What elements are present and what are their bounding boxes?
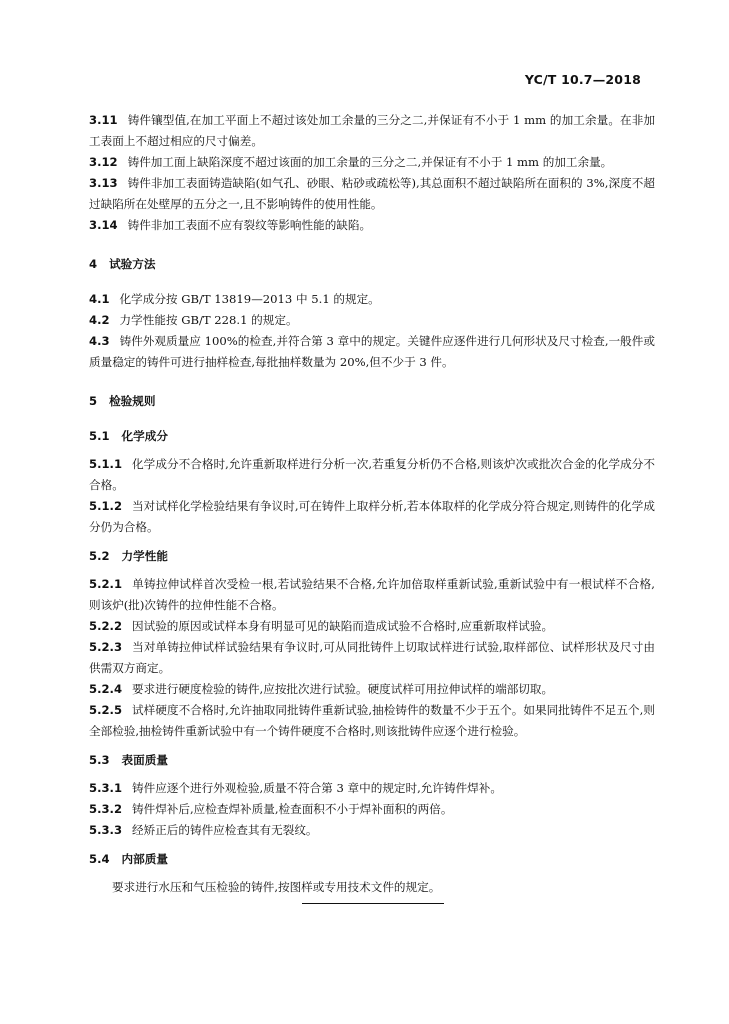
document-body — [89, 110, 655, 898]
section-title: 试验方法 — [109, 257, 156, 271]
clause-5-3-2 — [89, 799, 655, 820]
subsection-5-4-heading — [89, 849, 655, 870]
clause-4-2 — [89, 310, 655, 331]
subsection-number: 5.1 — [89, 429, 110, 443]
clause-text: 当对单铸拉伸试样试验结果有争议时,可从同批铸件上切取试样进行试验,取样部位、试样形状及尺寸由供需双方商定。 — [89, 640, 655, 675]
clause-number: 5.2.1 — [89, 577, 123, 591]
clause-text: 铸件应逐个进行外观检验,质量不符合第 3 章中的规定时,允许铸件焊补。 — [132, 781, 502, 795]
subsection-title: 化学成分 — [121, 429, 168, 443]
clause-number: 5.3.3 — [89, 823, 123, 837]
clause-text: 力学性能按 GB/T 228.1 的规定。 — [119, 313, 298, 327]
clause-number: 4.1 — [89, 292, 110, 306]
clause-number: 3.12 — [89, 155, 118, 169]
clause-number: 5.2.5 — [89, 703, 123, 717]
clause-3-13 — [89, 173, 655, 215]
subsection-title: 内部质量 — [121, 852, 168, 866]
clause-text: 化学成分不合格时,允许重新取样进行分析一次,若重复分析仍不合格,则该炉次或批次合金的化学成分不合格。 — [89, 457, 655, 492]
clause-5-2-1 — [89, 574, 655, 616]
clause-number: 4.3 — [89, 334, 110, 348]
clause-3-14 — [89, 215, 655, 236]
clause-text: 经矫正后的铸件应检查其有无裂纹。 — [132, 823, 318, 837]
clause-text: 铸件加工面上缺陷深度不超过该面的加工余量的三分之二,并保证有不小于 1 mm 的加工余量。 — [127, 155, 613, 169]
clause-text: 铸件非加工表面不应有裂纹等影响性能的缺陷。 — [127, 218, 372, 232]
subsection-title: 表面质量 — [121, 753, 168, 767]
subsection-5-2-heading — [89, 546, 655, 567]
clause-5-4-text: 要求进行水压和气压检验的铸件,按图样或专用技术文件的规定。 — [112, 880, 441, 894]
clause-5-2-3 — [89, 637, 655, 679]
clause-5-1-2 — [89, 496, 655, 538]
clause-5-3-1 — [89, 778, 655, 799]
section-number: 4 — [89, 257, 98, 271]
clause-text: 试样硬度不合格时,允许抽取同批铸件重新试验,抽检铸件的数量不少于五个。如果同批铸件不足五个,则全部检验,抽检铸件重新试验中有一个铸件硬度不合格时,则该批铸件应逐个进行检验。 — [89, 703, 655, 738]
clause-3-11 — [89, 110, 655, 152]
clause-text: 当对试样化学检验结果有争议时,可在铸件上取样分析,若本体取样的化学成分符合规定,则铸件的化学成分仍为合格。 — [89, 499, 655, 534]
clause-text: 化学成分按 GB/T 13819—2013 中 5.1 的规定。 — [119, 292, 380, 306]
clause-text: 铸件外观质量应 100%的检查,并符合第 3 章中的规定。关键件应逐件进行几何形状及尺寸检查,一般件或质量稳定的铸件可进行抽样检查,每批抽样数量为 20%,但不少于 3 件。 — [89, 334, 655, 369]
clause-number: 4.2 — [89, 313, 110, 327]
clause-4-1 — [89, 289, 655, 310]
section-5-heading — [89, 391, 655, 412]
section-title: 检验规则 — [109, 394, 156, 408]
clause-number: 3.13 — [89, 176, 118, 190]
subsection-5-1-heading — [89, 426, 655, 447]
clause-number: 5.2.4 — [89, 682, 123, 696]
clause-text: 铸件镶型值,在加工平面上不超过该处加工余量的三分之二,并保证有不小于 1 mm 的加工余量。在非加工表面上不超过相应的尺寸偏差。 — [89, 113, 655, 148]
clause-5-2-2 — [89, 616, 655, 637]
clause-5-3-3 — [89, 820, 655, 841]
clause-text: 铸件焊补后,应检查焊补质量,检查面积不小于焊补面积的两倍。 — [132, 802, 453, 816]
clause-number: 5.3.2 — [89, 802, 123, 816]
clause-text: 铸件非加工表面铸造缺陷(如气孔、砂眼、粘砂或疏松等),其总面积不超过缺陷所在面积的 3%,深度不超过缺陷所在处壁厚的五分之一,且不影响铸件的使用性能。 — [89, 176, 655, 211]
clause-text: 单铸拉伸试样首次受检一根,若试验结果不合格,允许加倍取样重新试验,重新试验中有一根试样不合格,则该炉(批)次铸件的拉伸性能不合格。 — [89, 577, 655, 612]
subsection-number: 5.4 — [89, 852, 110, 866]
clause-text: 要求进行硬度检验的铸件,应按批次进行试验。硬度试样可用拉伸试样的端部切取。 — [132, 682, 554, 696]
clause-number: 5.1.2 — [89, 499, 123, 513]
clause-number: 5.3.1 — [89, 781, 123, 795]
subsection-number: 5.2 — [89, 549, 110, 563]
clause-number: 3.14 — [89, 218, 118, 232]
end-of-document-rule — [302, 903, 444, 904]
standard-code: YC/T 10.7—2018 — [524, 72, 641, 87]
subsection-number: 5.3 — [89, 753, 110, 767]
section-4-heading — [89, 254, 655, 275]
clause-number: 5.2.3 — [89, 640, 123, 654]
clause-number: 3.11 — [89, 113, 118, 127]
clause-text: 因试验的原因或试样本身有明显可见的缺陷而造成试验不合格时,应重新取样试验。 — [132, 619, 554, 633]
clause-3-12 — [89, 152, 655, 173]
subsection-5-3-heading — [89, 750, 655, 771]
subsection-title: 力学性能 — [121, 549, 168, 563]
section-number: 5 — [89, 394, 98, 408]
clause-5-2-5 — [89, 700, 655, 742]
clause-5-2-4 — [89, 679, 655, 700]
clause-number: 5.2.2 — [89, 619, 123, 633]
clause-number: 5.1.1 — [89, 457, 123, 471]
clause-4-3 — [89, 331, 655, 373]
clause-5-1-1 — [89, 454, 655, 496]
